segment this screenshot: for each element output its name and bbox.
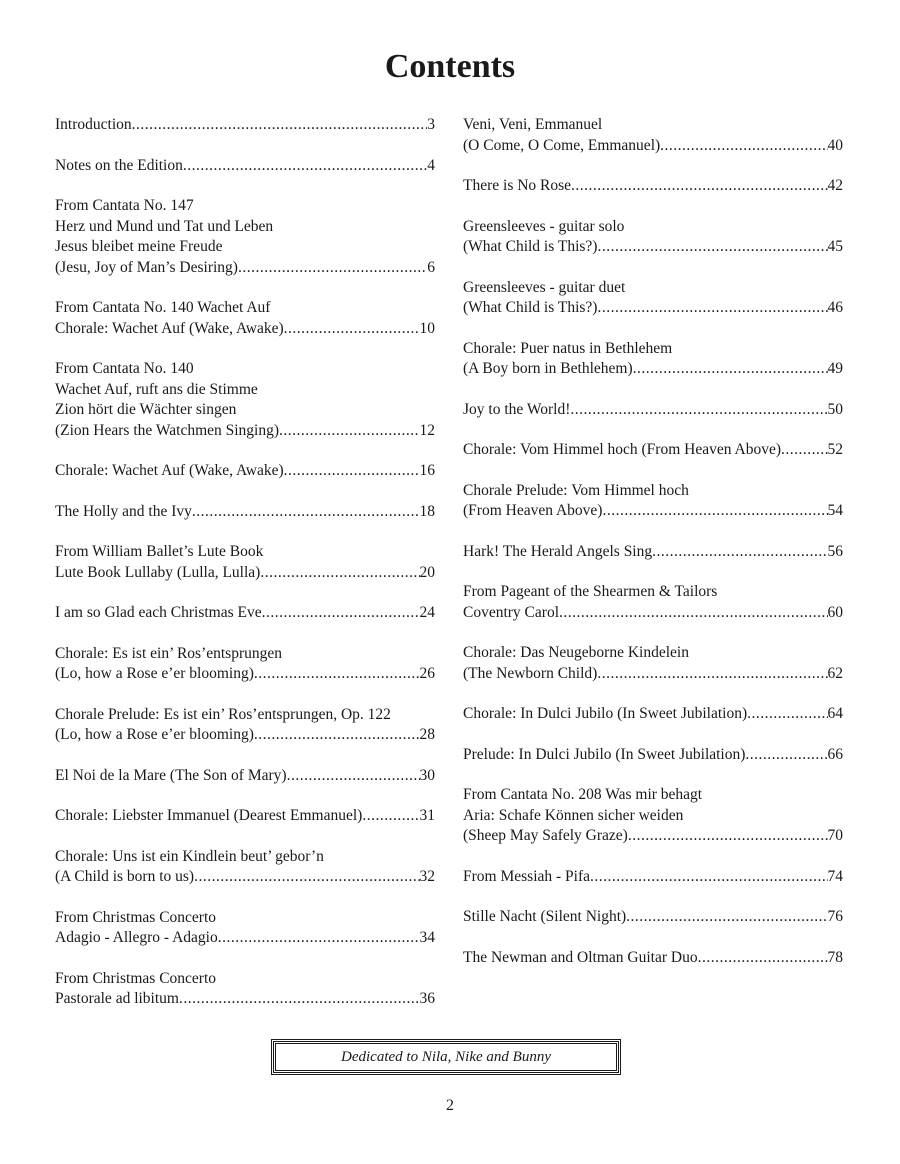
toc-entry-title: Hark! The Herald Angels Sing: [463, 542, 653, 560]
toc-page-number: 32: [419, 868, 435, 885]
toc-entry-title: The Newman and Oltman Guitar Duo: [463, 948, 698, 966]
toc-entry: [55, 542, 435, 583]
toc-page-number: 49: [827, 360, 843, 377]
toc-page-number: 18: [419, 502, 435, 520]
dot-leader: [781, 440, 828, 461]
toc-entry-line: From Christmas Concerto: [55, 908, 217, 926]
toc-entry-line: From Pageant of the Shearmen & Tailors: [463, 583, 718, 600]
dot-leader: [597, 664, 827, 685]
toc-page-number: 3: [427, 116, 435, 133]
toc-entry-line: From Cantata No. 147: [55, 197, 194, 214]
toc-page-number: 42: [827, 177, 843, 194]
toc-entry-title: (What Child is This?): [463, 299, 598, 316]
toc-entry-title: (A Boy born in Bethlehem): [463, 360, 633, 377]
toc-entry-last-line: [463, 136, 843, 157]
toc-page-number: 28: [419, 726, 435, 743]
toc-entry-line: Greensleeves - guitar duet: [463, 278, 626, 296]
toc-page-number: 4: [427, 156, 435, 174]
dot-leader: [660, 136, 827, 157]
toc-entry: [463, 582, 843, 623]
toc-entry-last-line: [463, 664, 843, 685]
toc-entry: [55, 806, 435, 827]
toc-entry-last-line: [463, 907, 843, 928]
toc-entry: [55, 502, 435, 523]
toc-entry-line: From Cantata No. 208 Was mir behagt: [463, 786, 703, 803]
toc-entry-last-line: [55, 928, 435, 949]
dot-leader: [254, 725, 420, 746]
toc-entry-last-line: [463, 359, 843, 380]
dot-leader: [597, 298, 827, 319]
toc-entry: [55, 115, 435, 136]
toc-entry-last-line: [55, 766, 435, 787]
dot-leader: [570, 400, 827, 421]
dot-leader: [633, 359, 828, 380]
toc-entry: [55, 603, 435, 624]
toc-entry-line: Chorale: Das Neugeborne Kindelein: [463, 644, 689, 661]
toc-entry-last-line: [55, 563, 435, 584]
dot-leader: [628, 826, 828, 847]
dot-leader: [747, 704, 827, 725]
toc-entry-last-line: [463, 603, 843, 624]
toc-entry-title: Adagio - Allegro - Adagio: [55, 929, 218, 946]
toc-entry-last-line: [55, 319, 435, 340]
toc-entry-last-line: [55, 725, 435, 746]
toc-entry-title: Chorale: Wachet Auf (Wake, Awake): [55, 319, 284, 337]
toc-page-number: 31: [419, 807, 435, 824]
toc-entry-line: From Cantata No. 140 Wachet Auf: [55, 299, 271, 316]
toc-page-number: 66: [827, 745, 843, 763]
toc-entry-title: (Zion Hears the Watchmen Singing): [55, 421, 280, 439]
dot-leader: [362, 806, 419, 827]
toc-entry: [463, 948, 843, 969]
toc-entry-last-line: [463, 542, 843, 563]
toc-entry: [463, 278, 843, 319]
toc-entry-line: Chorale: Uns ist ein Kindlein beut’ gebor’n: [55, 847, 324, 865]
toc-page-number: 50: [827, 400, 843, 418]
toc-page-number: 30: [419, 766, 435, 784]
dot-leader: [132, 115, 428, 136]
toc-page-number: 12: [419, 421, 435, 439]
dot-leader: [698, 948, 828, 969]
toc-entry-line: Chorale: Puer natus in Bethlehem: [463, 339, 673, 357]
toc-entry-last-line: [55, 806, 435, 827]
toc-entry: [55, 969, 435, 1010]
dot-leader: [194, 867, 419, 888]
toc-entry-title: Chorale: Wachet Auf (Wake, Awake): [55, 462, 284, 479]
dot-leader: [238, 258, 427, 279]
toc-entry-last-line: [463, 826, 843, 847]
toc-entry-last-line: [463, 400, 843, 421]
toc-page-number: 76: [827, 908, 843, 925]
toc-entry-last-line: [55, 867, 435, 888]
toc-page-number: 20: [419, 563, 435, 581]
toc-entry-title: Lute Book Lullaby (Lulla, Lulla): [55, 563, 261, 581]
toc-entry: [463, 542, 843, 563]
toc-entry: [55, 359, 435, 441]
toc-entry: [55, 847, 435, 888]
toc-entry: [55, 461, 435, 482]
toc-entry: [463, 643, 843, 684]
toc-entry-line: From William Ballet’s Lute Book: [55, 543, 264, 560]
toc-entry: [55, 644, 435, 685]
toc-entry: [463, 400, 843, 421]
toc-entry-line: Jesus bleibet meine Freude: [55, 238, 223, 255]
toc-entry: [463, 339, 843, 380]
toc-entry: [55, 298, 435, 339]
toc-page-number: 62: [827, 664, 843, 682]
toc-page-number: 36: [419, 990, 435, 1007]
toc-entry: [463, 217, 843, 258]
toc-entry-title: Coventry Carol: [463, 603, 559, 621]
toc-entry: [463, 907, 843, 928]
toc-entry-title: Joy to the World!: [463, 400, 571, 418]
toc-entry: [463, 115, 843, 156]
contents-right-column: [463, 115, 843, 988]
dot-leader: [626, 907, 827, 928]
toc-entry-title: (A Child is born to us): [55, 868, 195, 885]
toc-entry-line: Chorale Prelude: Vom Himmel hoch: [463, 481, 689, 499]
toc-page-number: 60: [827, 603, 843, 621]
toc-entry-title: From Messiah - Pifa: [463, 867, 591, 885]
toc-entry-last-line: [55, 664, 435, 685]
toc-entry-last-line: [463, 501, 843, 522]
toc-entry-title: There is No Rose: [463, 177, 572, 194]
toc-entry-line: Aria: Schafe Können sicher weiden: [463, 806, 684, 824]
toc-entry-last-line: [55, 156, 435, 177]
toc-entry-line: Chorale: Es ist ein’ Ros’entsprungen: [55, 644, 283, 662]
dot-leader: [284, 461, 420, 482]
toc-entry-line: Zion hört die Wächter singen: [55, 401, 237, 418]
dot-leader: [218, 928, 420, 949]
toc-entry-last-line: [463, 745, 843, 766]
toc-entry-last-line: [55, 603, 435, 624]
toc-entry: [55, 766, 435, 787]
toc-entry: [463, 867, 843, 888]
dot-leader: [254, 664, 420, 685]
toc-page-number: 70: [827, 827, 843, 844]
toc-entry-title: (Jesu, Joy of Man’s Desiring): [55, 258, 238, 276]
toc-page-number: 74: [827, 867, 843, 885]
toc-page-number: 45: [827, 238, 843, 255]
dedication-text: Dedicated to Nila, Nike and Bunny: [341, 1048, 551, 1065]
toc-page-number: 34: [419, 929, 435, 946]
toc-page-number: 56: [827, 542, 843, 560]
toc-entry-last-line: [55, 461, 435, 482]
dot-leader: [183, 156, 427, 177]
toc-entry: [55, 908, 435, 949]
toc-entry: [55, 705, 435, 746]
toc-entry-line: From Christmas Concerto: [55, 969, 217, 987]
toc-page-number: 10: [419, 319, 435, 337]
dot-leader: [590, 867, 827, 888]
toc-entry-title: Chorale: Vom Himmel hoch (From Heaven Above): [463, 441, 781, 458]
dot-leader: [179, 989, 420, 1010]
toc-entry-title: I am so Glad each Christmas Eve: [55, 604, 262, 621]
toc-page-number: 40: [827, 136, 843, 154]
dot-leader: [571, 176, 827, 197]
toc-page-number: 52: [827, 441, 843, 458]
toc-entry-line: Herz und Mund und Tat und Leben: [55, 217, 274, 235]
toc-entry-title: (What Child is This?): [463, 238, 598, 255]
toc-entry: [463, 745, 843, 766]
dot-leader: [192, 502, 420, 523]
toc-entry-last-line: [55, 989, 435, 1010]
dot-leader: [602, 501, 827, 522]
toc-page-number: 6: [427, 258, 435, 276]
toc-entry-title: Chorale: Liebster Immanuel (Dearest Emmanuel): [55, 807, 363, 824]
toc-entry: [463, 176, 843, 197]
toc-entry-last-line: [463, 440, 843, 461]
toc-entry-title: The Holly and the Ivy: [55, 502, 192, 520]
toc-entry-last-line: [463, 704, 843, 725]
toc-page-number: 54: [827, 502, 843, 519]
toc-entry-last-line: [55, 502, 435, 523]
toc-entry-title: (O Come, O Come, Emmanuel): [463, 136, 661, 154]
toc-entry-title: (Lo, how a Rose e’er blooming): [55, 726, 254, 743]
dot-leader: [559, 603, 828, 624]
toc-entry-line: Wachet Auf, ruft ans die Stimme: [55, 380, 258, 398]
toc-entry-line: From Cantata No. 140: [55, 360, 194, 377]
toc-entry: [55, 156, 435, 177]
toc-entry-title: Introduction: [55, 116, 132, 133]
toc-entry-last-line: [463, 176, 843, 197]
dot-leader: [652, 542, 827, 563]
toc-entry-title: Notes on the Edition: [55, 156, 183, 174]
toc-entry-title: Stille Nacht (Silent Night): [463, 908, 627, 925]
toc-entry-last-line: [55, 115, 435, 136]
dedication-box: [273, 1041, 619, 1073]
toc-page-number: 24: [419, 604, 435, 621]
toc-page-number: 64: [827, 705, 843, 722]
dot-leader: [260, 563, 419, 584]
toc-entry-title: Pastorale ad libitum: [55, 990, 179, 1007]
toc-entry: [55, 196, 435, 278]
toc-entry-title: (Lo, how a Rose e’er blooming): [55, 665, 254, 682]
page-number: 2: [446, 1097, 454, 1114]
toc-entry-title: (From Heaven Above): [463, 502, 603, 519]
dot-leader: [284, 319, 420, 340]
dot-leader: [262, 603, 420, 624]
toc-entry-title: (The Newborn Child): [463, 664, 598, 682]
toc-entry-last-line: [55, 258, 435, 279]
toc-page-number: 46: [827, 299, 843, 316]
toc-entry-last-line: [463, 948, 843, 969]
toc-entry: [463, 785, 843, 847]
toc-entry: [463, 481, 843, 522]
toc-entry-last-line: [463, 237, 843, 258]
dot-leader: [287, 766, 420, 787]
toc-entry-last-line: [55, 421, 435, 442]
toc-entry-title: Prelude: In Dulci Jubilo (In Sweet Jubilation): [463, 745, 746, 763]
toc-entry-title: El Noi de la Mare (The Son of Mary): [55, 766, 287, 784]
contents-left-column: [55, 115, 435, 1030]
toc-entry-line: Chorale Prelude: Es ist ein’ Ros’entsprungen, Op. 122: [55, 705, 391, 723]
dot-leader: [279, 421, 419, 442]
toc-page-number: 16: [419, 462, 435, 479]
toc-entry-last-line: [463, 867, 843, 888]
toc-page-number: 78: [827, 948, 843, 966]
toc-page-number: 26: [419, 665, 435, 682]
toc-entry-line: Greensleeves - guitar solo: [463, 217, 625, 235]
dot-leader: [745, 745, 827, 766]
toc-entry: [463, 704, 843, 725]
page-title: Contents: [384, 48, 516, 85]
toc-entry-last-line: [463, 298, 843, 319]
dot-leader: [597, 237, 827, 258]
toc-entry-title: Chorale: In Dulci Jubilo (In Sweet Jubilation): [463, 705, 748, 722]
toc-entry-title: (Sheep May Safely Graze): [463, 827, 628, 844]
toc-entry-line: Veni, Veni, Emmanuel: [463, 116, 603, 133]
toc-entry: [463, 440, 843, 461]
